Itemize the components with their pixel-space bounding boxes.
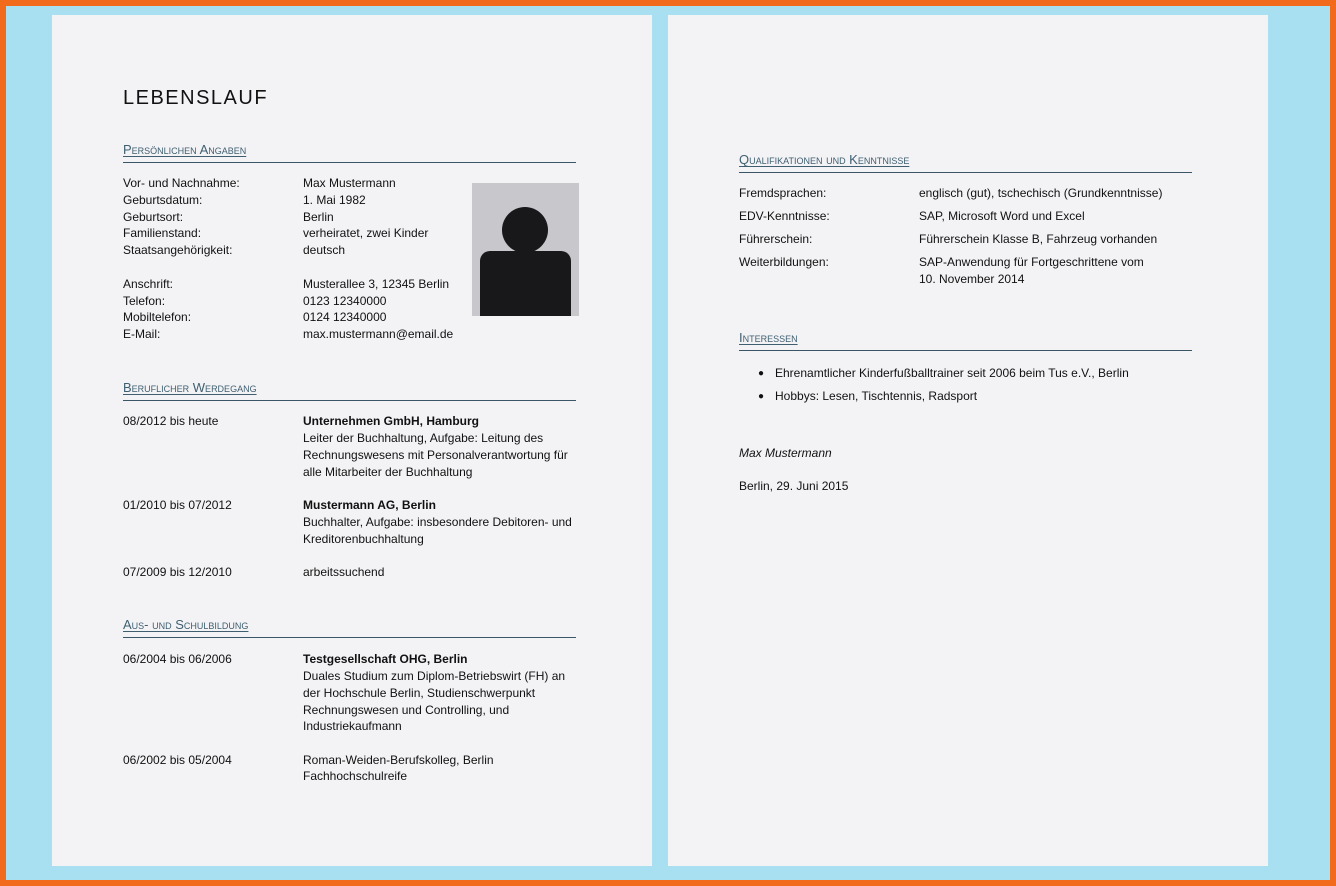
personal-value: Berlin [303, 210, 334, 224]
contact-label: Mobiltelefon: [123, 310, 192, 324]
contact-label: E-Mail: [123, 327, 161, 341]
personal-label: Vor- und Nachnahme: [123, 176, 240, 190]
profile-photo-placeholder [472, 183, 579, 316]
career-description: Kreditorenbuchhaltung [303, 532, 424, 546]
education-description: Industriekaufmann [303, 719, 402, 733]
career-period: 01/2010 bis 07/2012 [123, 498, 232, 512]
bullet-icon: ● [758, 391, 765, 402]
qualification-value: SAP, Microsoft Word und Excel [919, 209, 1085, 223]
education-description: Fachhochschulreife [303, 769, 408, 783]
qualification-label: Führerschein: [739, 232, 813, 246]
personal-value: Max Mustermann [303, 176, 396, 190]
education-period: 06/2002 bis 05/2004 [123, 753, 232, 767]
interest-item: Ehrenamtlicher Kinderfußballtrainer seit 2006 beim Tus e.V., Berlin [775, 366, 1129, 380]
education-description: Roman-Weiden-Berufskolleg, Berlin [303, 753, 494, 767]
education-description: Rechnungswesen und Controlling, und [303, 703, 510, 717]
education-institution: Testgesellschaft OHG, Berlin [303, 652, 468, 666]
bullet-icon: ● [758, 368, 765, 379]
career-company: Mustermann AG, Berlin [303, 498, 436, 512]
contact-label: Anschrift: [123, 277, 174, 291]
contact-value: 0124 12340000 [303, 310, 387, 324]
place-date: Berlin, 29. Juni 2015 [739, 479, 849, 493]
career-company: Unternehmen GmbH, Hamburg [303, 414, 480, 428]
cv-page-left [52, 15, 652, 866]
qualification-label: Fremdsprachen: [739, 186, 827, 200]
section-heading-qualifications: Qualifikationen und Kenntnisse [739, 152, 1192, 173]
cv-page-right [668, 15, 1268, 866]
education-description: Duales Studium zum Diplom-Betriebswirt (FH) an [303, 669, 566, 683]
career-period: 07/2009 bis 12/2010 [123, 565, 232, 579]
education-description: der Hochschule Berlin, Studienschwerpunkt [303, 686, 536, 700]
section-heading-personal: Persönlichen Angaben [123, 142, 576, 163]
qualification-value: Führerschein Klasse B, Fahrzeug vorhanden [919, 232, 1158, 246]
career-description: Rechnungswesens mit Personalverantwortung für [303, 448, 568, 462]
email-value: max.mustermann@email.de [303, 327, 454, 341]
qualification-value: englisch (gut), tschechisch (Grundkenntnisse) [919, 186, 1163, 200]
career-description: arbeitssuchend [303, 565, 385, 579]
contact-label: Telefon: [123, 294, 166, 308]
personal-label: Geburtsort: [123, 210, 184, 224]
document-title: LEBENSLAUF [123, 87, 269, 109]
qualification-label: Weiterbildungen: [739, 255, 829, 269]
qualification-value: 10. November 2014 [919, 272, 1025, 286]
background-frame [6, 6, 1330, 880]
career-description: Buchhalter, Aufgabe: insbesondere Debitoren- und [303, 515, 572, 529]
personal-label: Familienstand: [123, 226, 202, 240]
career-description: alle Mitarbeiter der Buchhaltung [303, 465, 473, 479]
section-heading-career: Beruflicher Werdegang [123, 380, 576, 401]
contact-value: Musterallee 3, 12345 Berlin [303, 277, 450, 291]
personal-label: Staatsangehörigkeit: [123, 243, 233, 257]
personal-value: verheiratet, zwei Kinder [303, 226, 429, 240]
personal-value: deutsch [303, 243, 346, 257]
silhouette-body [480, 251, 571, 316]
signature: Max Mustermann [739, 446, 832, 460]
education-period: 06/2004 bis 06/2006 [123, 652, 232, 666]
career-description: Leiter der Buchhaltung, Aufgabe: Leitung des [303, 431, 544, 445]
career-period: 08/2012 bis heute [123, 414, 219, 428]
interest-item: Hobbys: Lesen, Tischtennis, Radsport [775, 389, 978, 403]
section-heading-interests: Interessen [739, 330, 1192, 351]
personal-value: 1. Mai 1982 [303, 193, 366, 207]
qualification-label: EDV-Kenntnisse: [739, 209, 830, 223]
section-heading-education: Aus- und Schulbildung [123, 617, 576, 638]
silhouette-head [502, 207, 548, 253]
qualification-value: SAP-Anwendung für Fortgeschrittene vom [919, 255, 1144, 269]
contact-value: 0123 12340000 [303, 294, 387, 308]
personal-label: Geburtsdatum: [123, 193, 203, 207]
